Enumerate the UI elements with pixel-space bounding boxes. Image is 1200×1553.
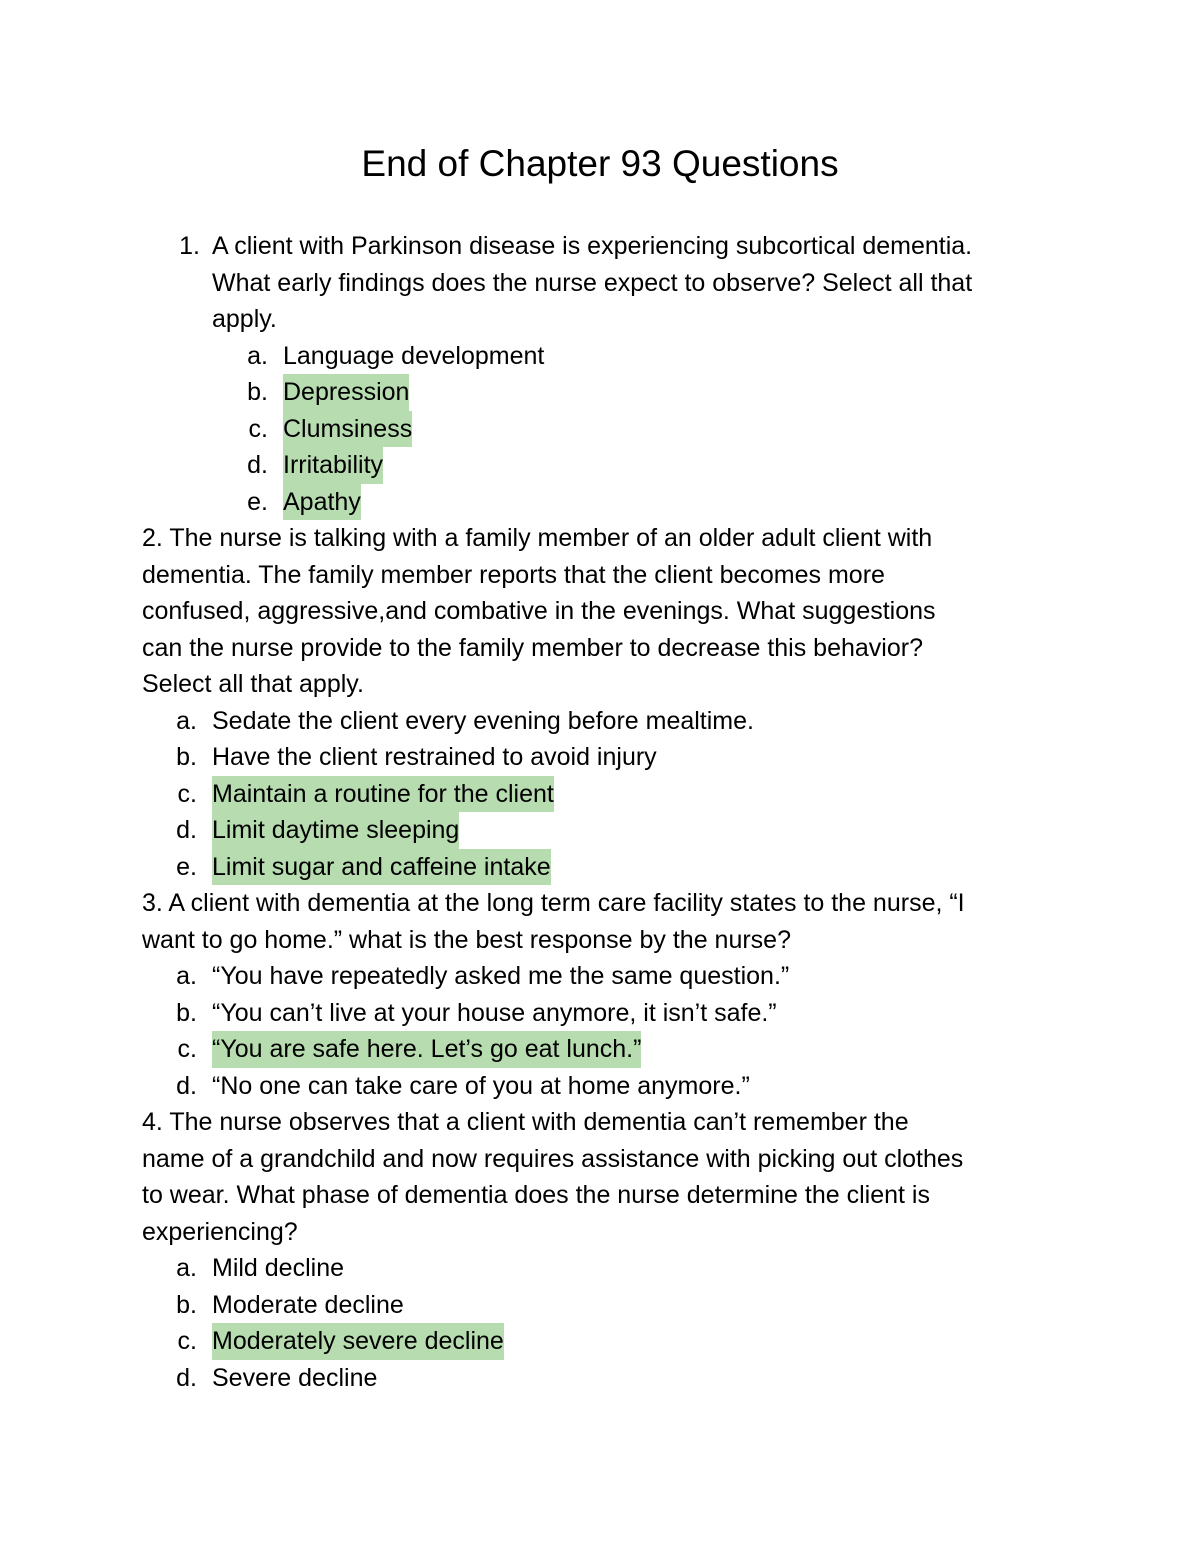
question-text-line: confused, aggressive,and combative in the evenings. What suggestions: [142, 597, 936, 625]
option-letter: a.: [247, 341, 268, 370]
option-text: Moderate decline: [212, 1290, 404, 1319]
option-text-highlighted: “You are safe here. Let’s go eat lunch.”: [212, 1031, 641, 1068]
option-letter: d.: [176, 816, 197, 844]
answer-option-correct: [142, 1323, 1062, 1360]
question-number: 1.: [179, 232, 200, 260]
answer-option: [142, 1250, 1062, 1287]
option-letter: e.: [176, 852, 197, 881]
option-letter: c.: [248, 414, 268, 443]
answer-option: [142, 1287, 1062, 1324]
option-letter: a.: [176, 706, 197, 735]
question-text-line: 3. A client with dementia at the long term care facility states to the nurse, “I: [142, 889, 965, 917]
option-letter: d.: [176, 1363, 197, 1392]
option-text: Language development: [283, 341, 545, 370]
question-text-line: A client with Parkinson disease is experiencing subcortical dementia.: [212, 232, 973, 260]
option-letter: c.: [177, 1035, 197, 1063]
question-text-line: apply.: [212, 305, 277, 333]
answer-option: [142, 1360, 1062, 1397]
option-letter: e.: [247, 487, 268, 516]
option-text: Mild decline: [212, 1254, 345, 1282]
option-text-highlighted: Limit sugar and caffeine intake: [212, 849, 551, 886]
answer-option: [142, 1068, 1062, 1105]
answer-option-correct: [142, 411, 1062, 448]
option-letter: c.: [177, 1327, 197, 1355]
answer-option-correct: [142, 1031, 1062, 1068]
option-letter: b.: [247, 378, 268, 406]
option-text: “You can’t live at your house anymore, it isn’t safe.”: [212, 998, 777, 1027]
option-text-highlighted: Limit daytime sleeping: [212, 812, 459, 849]
option-letter: d.: [247, 451, 268, 479]
answer-option-correct: [142, 374, 1062, 411]
page-title: End of Chapter 93 Questions: [361, 143, 839, 184]
answer-option: [142, 995, 1062, 1032]
answer-option-correct: [142, 812, 1062, 849]
option-letter: b.: [176, 1290, 197, 1319]
document-body: [142, 228, 1062, 1396]
option-letter: a.: [176, 1254, 197, 1282]
question-text-line: to wear. What phase of dementia does the nurse determine the client is: [142, 1181, 930, 1209]
option-text: “No one can take care of you at home anymore.”: [212, 1071, 750, 1100]
option-letter: b.: [176, 998, 197, 1027]
answer-option-correct: [142, 849, 1062, 886]
question-text-line: 2. The nurse is talking with a family member of an older adult client with: [142, 524, 933, 552]
option-text-highlighted: Irritability: [283, 447, 383, 484]
option-text-highlighted: Depression: [283, 374, 409, 411]
option-text: “You have repeatedly asked me the same question.”: [212, 962, 790, 990]
option-text: Sedate the client every evening before mealtime.: [212, 706, 754, 735]
question-text-line: want to go home.” what is the best response by the nurse?: [142, 925, 791, 954]
option-text-highlighted: Clumsiness: [283, 411, 412, 448]
option-letter: b.: [176, 743, 197, 771]
question-text-line: dementia. The family member reports that the client becomes more: [142, 560, 885, 589]
option-letter: d.: [176, 1071, 197, 1100]
option-text-highlighted: Moderately severe decline: [212, 1323, 504, 1360]
option-text: Severe decline: [212, 1363, 378, 1392]
question-1: [142, 228, 1062, 338]
answer-option-correct: [142, 484, 1062, 521]
answer-option: [142, 338, 1062, 375]
question-text-line: name of a grandchild and now requires assistance with picking out clothes: [142, 1144, 964, 1173]
question-text-line: 4. The nurse observes that a client with dementia can’t remember the: [142, 1108, 909, 1136]
question-text-line: Select all that apply.: [142, 670, 364, 698]
question-text-line: What early findings does the nurse expect to observe? Select all that: [212, 268, 973, 297]
answer-option-correct: [142, 776, 1062, 813]
option-text-highlighted: Maintain a routine for the client: [212, 776, 554, 813]
answer-option: [142, 703, 1062, 740]
answer-option-correct: [142, 447, 1062, 484]
option-letter: a.: [176, 962, 197, 990]
question-text-line: can the nurse provide to the family member to decrease this behavior?: [142, 633, 923, 662]
option-letter: c.: [177, 779, 197, 808]
option-text: Have the client restrained to avoid injury: [212, 743, 657, 771]
option-text-highlighted: Apathy: [283, 484, 361, 521]
answer-option: [142, 739, 1062, 776]
answer-option: [142, 958, 1062, 995]
question-text-line: experiencing?: [142, 1217, 298, 1246]
